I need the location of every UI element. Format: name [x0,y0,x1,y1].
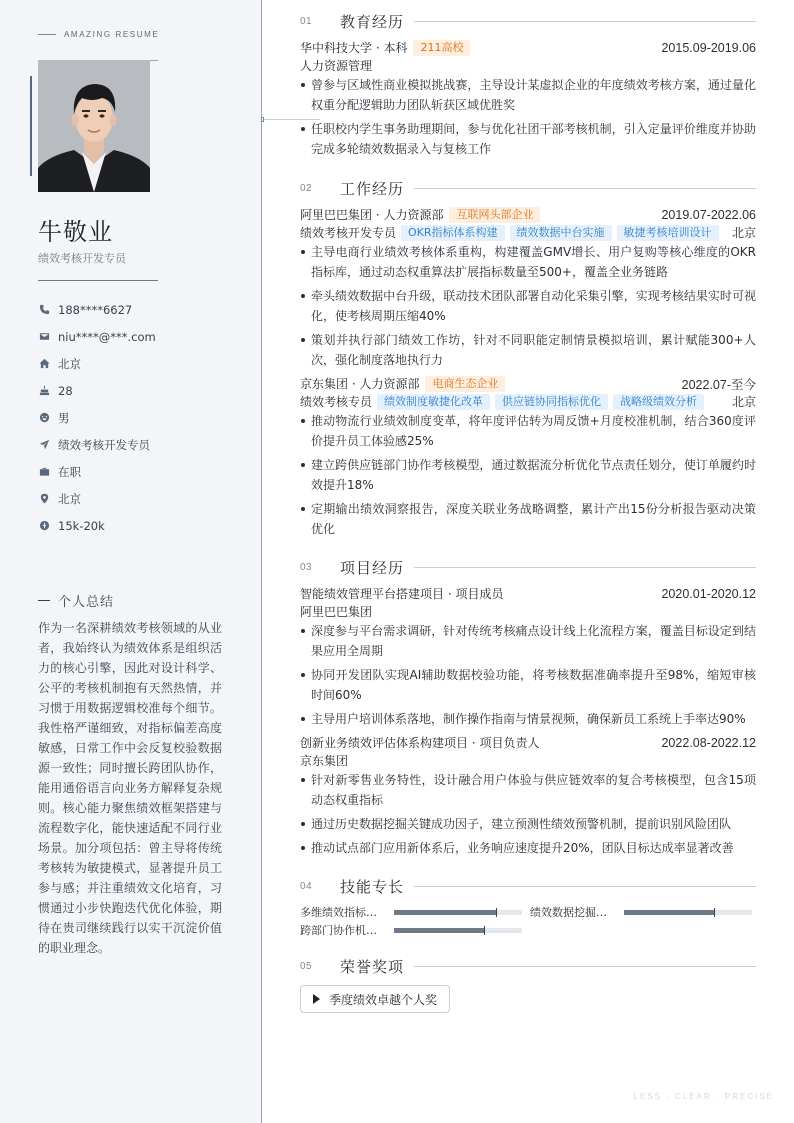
project-date: 2022.08-2022.12 [661,735,756,750]
project-date: 2020.01-2020.12 [661,586,756,601]
money-icon [38,520,50,532]
divider [38,280,158,281]
brand [38,30,159,39]
city: 北京 [731,226,756,240]
project-org: 京东集团 [300,754,349,768]
city: 北京 [731,395,756,409]
skill-bar [624,910,752,915]
section-heading: 05 荣誉奖项 [300,955,756,977]
projects-section [300,556,756,862]
list-item: 牵头绩效数据中台升级，联动技术团队部署自动化采集引擎，实现考核结果实时可视化，使考核周期压缩40% [300,286,756,326]
send-icon [38,439,50,451]
skill-tag: 敏捷考核培训设计 [617,225,719,241]
project-name: 智能绩效管理平台搭建项目 · 项目成员 [300,587,504,601]
list-item: 通过历史数据挖掘关键成功因子，建立预测性绩效预警机制，提前识别风险团队 [300,814,756,834]
section-heading: 01 教育经历 [300,10,756,32]
info-salary: 15k-20k [38,512,156,539]
education-date: 2015.09-2019.06 [661,40,756,55]
cake-icon [38,385,50,397]
skill-tag: 绩效数据中台实施 [510,225,612,241]
section-heading: 03 项目经历 [300,556,756,578]
list-item: 推动物流行业绩效制度变革，将年度评估转为周反馈+月度校准机制，结合360度评价提升员工体验感25% [300,411,756,451]
info-location: 北京 [38,485,156,512]
divider [414,21,756,22]
skill-bar [394,928,522,933]
section-heading: 04 技能专长 [300,875,756,897]
skill-bar-marker [714,908,715,917]
info-gender: 男 [38,404,156,431]
skill-name: 多维绩效指标… [300,906,377,919]
skill-bar-marker [484,926,485,935]
work-date: 2022.07-至今 [681,377,756,392]
skill-tag: OKR指标体系构建 [401,225,505,241]
education-bullets [300,75,756,159]
project-name: 创新业务绩效评估体系构建项目 · 项目负责人 [300,736,540,750]
briefcase-icon [38,466,50,478]
skills-section [300,875,756,937]
home-icon [38,358,50,370]
mail-icon [38,331,50,343]
avatar [38,60,150,192]
role-row [300,393,756,411]
school-name: 华中科技大学 · 本科 [300,41,408,55]
info-job-target: 绩效考核开发专员 [38,431,156,458]
divider [38,34,56,35]
skill-tag: 供应链协同指标优化 [495,394,608,410]
work-section [300,177,756,543]
divider [414,567,756,568]
skill-tag: 战略级绩效分析 [613,394,704,410]
avatar-image [38,60,150,192]
company-tag: 电商生态企业 [425,376,505,392]
list-item: 深度参与平台需求调研，针对传统考核痛点设计线上化流程方案，覆盖目标设定到结果应用全周期 [300,621,756,661]
project-bullets [300,770,756,858]
project-bullets [300,621,756,729]
company-name: 京东集团 · 人力资源部 [300,377,420,391]
work-entry-header [300,205,756,224]
skill-bar [394,910,522,915]
list-item: 主导用户培训体系落地，制作操作指南与情景视频，确保新员工系统上手率达90% [300,709,756,729]
major: 人力资源管理 [300,59,373,73]
education-section [300,10,756,163]
list-item: 策划并执行部门绩效工作坊，针对不同职能定制情景模拟培训，累计赋能300+人次，强化制度落地执行力 [300,330,756,370]
skill-bar-fill [394,910,496,915]
skills-grid [300,905,756,937]
project-entry-header [300,733,756,752]
company-name: 阿里巴巴集团 · 人力资源部 [300,208,444,222]
decorative-tick [261,117,264,122]
work-bullets [300,242,756,370]
candidate-name: 牛敬业 [38,218,113,246]
info-age: 28 [38,377,156,404]
award-name: 季度绩效卓越个人奖 [329,992,438,1007]
contact-info [38,296,156,539]
award-item[interactable] [300,985,450,1013]
divider [38,600,50,601]
info-home: 北京 [38,350,156,377]
list-item: 曾参与区域性商业模拟挑战赛，主导设计某虚拟企业的年度绩效考核方案，通过量化权重分配逻辑助力团队斩获区域优胜奖 [300,75,756,115]
list-item: 建立跨供应链部门协作考核模型，通过数据流分析优化节点责任划分，使订单履约时效提升18% [300,455,756,495]
candidate-title: 绩效考核开发专员 [38,252,126,265]
footer-slogan: LESS · CLEAR · PRECISE [633,1092,774,1101]
location-pin-icon [38,493,50,505]
role-row [300,224,756,242]
list-item: 定期输出绩效洞察报告，深度关联业务战略调整，累计产出15份分析报告驱动决策优化 [300,499,756,539]
info-status: 在职 [38,458,156,485]
skill-item [300,923,530,937]
skill-tag: 绩效制度敏捷化改革 [377,394,490,410]
school-tag: 211高校 [413,40,470,56]
list-item: 主导电商行业绩效考核体系重构，构建覆盖GMV增长、用户复购等核心维度的OKR指标库，通过动态权重算法扩展指标数量至500+，覆盖全业务链路 [300,242,756,282]
role: 绩效考核开发专员 [300,226,397,240]
divider [414,966,756,967]
company-tag: 互联网头部企业 [449,207,540,223]
divider [414,886,756,887]
awards-section [300,955,756,1013]
summary-text: 作为一名深耕绩效考核领域的从业者，我始终认为绩效体系是组织活力的核心引擎，因此对设计科学、公平的考核机制抱有天然热情，并习惯于用数据逻辑校准每个细节。我性格严谨细致，对指标偏差高度敏感，日常工作中会反复校验数据源一致性；同时擅长跨团队协作，能用通俗语言向业务方解释复杂规则。核心能力聚焦绩效框架搭建与流程数字化，能快速适配不同行业场景。加分项包括：曾主导将传统考核转为敏捷模式，显著提升员工参与感；并注重绩效文化培育，习惯通过小步快跑迭代优化体验，期待在贵司继续践行以实干沉淀价值的职业理念。 [38,621,222,955]
photo-accent-line [30,76,32,176]
summary-heading: 个人总结 [38,591,114,610]
skill-name: 跨部门协作机… [300,924,377,937]
skill-bar-marker [496,908,497,917]
work-bullets [300,411,756,539]
project-entry-header [300,584,756,603]
skill-item [300,905,530,919]
info-phone: 188****6627 [38,296,156,323]
project-org: 阿里巴巴集团 [300,605,373,619]
list-item: 任职校内学生事务助理期间，参与优化社团干部考核机制，引入定量评价维度并协助完成多轮绩效数据录入与复核工作 [300,119,756,159]
skill-item [530,905,756,919]
play-icon [313,994,320,1004]
list-item: 针对新零售业务特性，设计融合用户体验与供应链效率的复合考核模型，包含15项动态权重指标 [300,770,756,810]
education-entry-header [300,38,756,57]
brand-label: AMAZING RESUME [64,30,160,39]
role: 绩效考核专员 [300,395,373,409]
info-email: niu****@***.com [38,323,156,350]
list-item: 协同开发团队实现AI辅助数据校验功能，将考核数据准确率提升至98%，缩短审核时间60% [300,665,756,705]
section-heading: 02 工作经历 [300,177,756,199]
skill-name: 绩效数据挖掘… [530,906,607,919]
skill-bar-fill [394,928,484,933]
phone-icon [38,304,50,316]
work-date: 2019.07-2022.06 [661,207,756,222]
skill-bar-fill [624,910,714,915]
sidebar [0,0,262,1123]
divider [414,188,756,189]
work-entry-header [300,374,756,393]
list-item: 推动试点部门应用新体系后，业务响应速度提升20%，团队目标达成率显著改善 [300,838,756,858]
face-icon [38,412,50,424]
